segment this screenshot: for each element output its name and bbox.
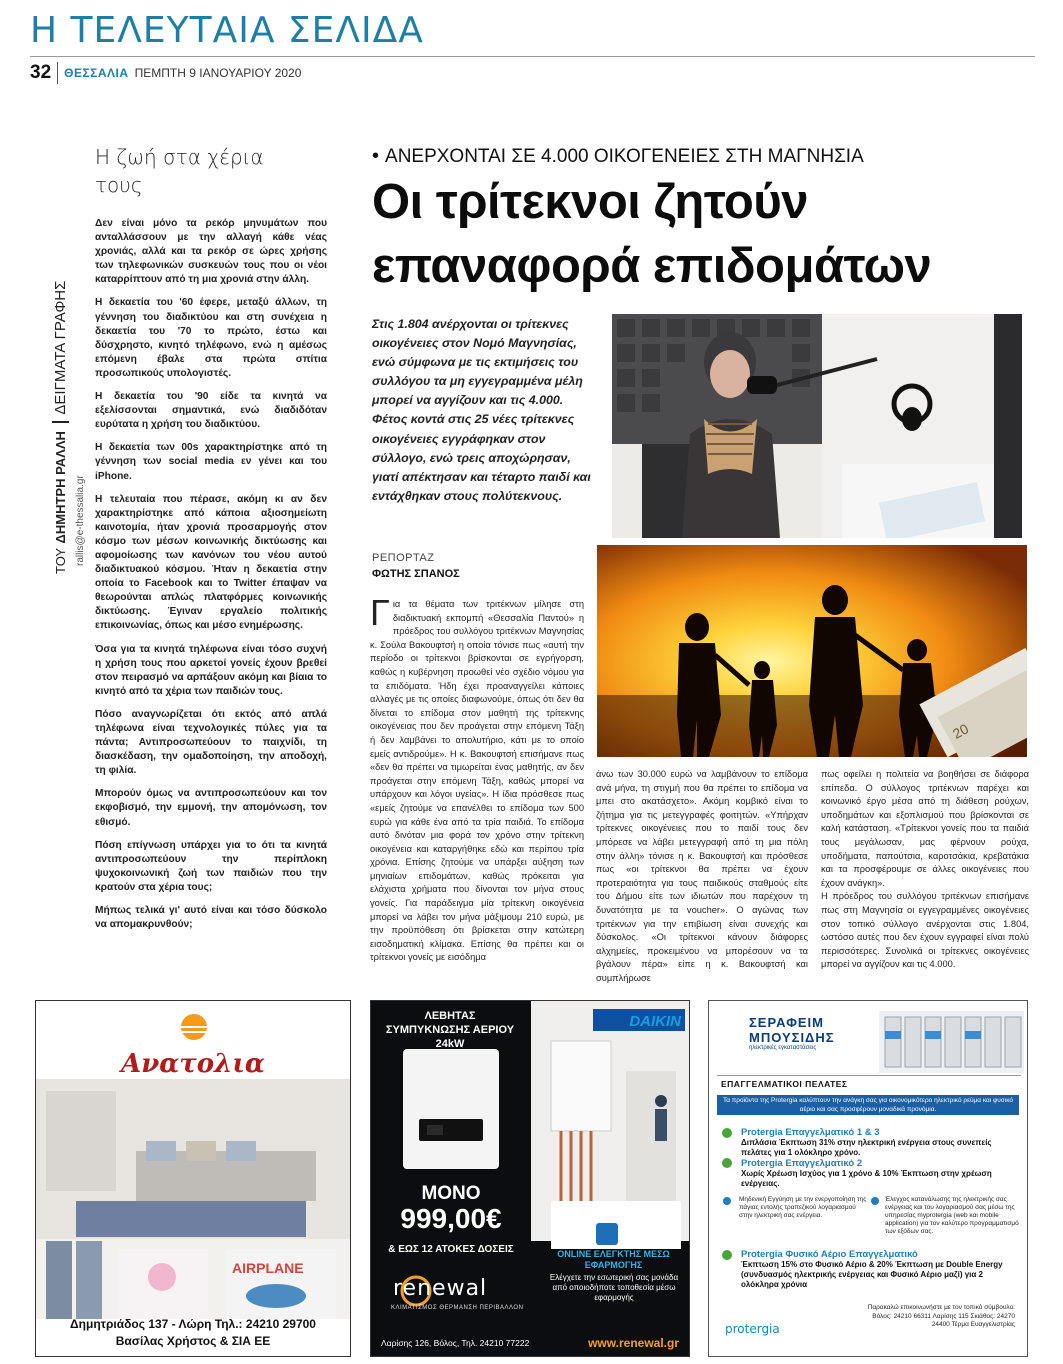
anatolia-contact	[36, 1316, 350, 1350]
column-paragraph: Πόση επίγνωση υπάρχει για το ότι τα κινητά αντιπροσωπεύουν την περίπλοκη ψυχοκοινωνική ζωή των παιδιών που την κρατούν στα χέρια τους;	[95, 839, 327, 893]
section-title: Η ΤΕΛΕΥΤΑΙΑ ΣΕΛΙΔΑ	[30, 10, 424, 51]
renewal-daikin-ad[interactable]	[370, 1000, 690, 1357]
interview-photo	[612, 314, 1022, 538]
page-info	[30, 62, 301, 84]
protergia-logo: protergia	[725, 1322, 780, 1336]
offer-title: Protergia Φυσικό Αέριο Επαγγελματικό	[741, 1249, 918, 1260]
issue-date: ΠΕΜΠΤΗ 9 ΙΑΝΟΥΑΡΙΟΥ 2020	[134, 66, 302, 80]
dropcap: Γ	[370, 592, 390, 633]
logo-line: ΜΠΟΥΣΙΔΗΣ	[749, 1030, 835, 1045]
header-divider	[30, 56, 1035, 57]
anatolia-ad[interactable]	[35, 1000, 351, 1357]
article-kicker	[372, 145, 864, 168]
offer-title: Protergia Επαγγελματικό 1 & 3	[741, 1127, 880, 1138]
serafeim-logo	[749, 1015, 869, 1053]
protergia-footer	[717, 1302, 1019, 1350]
renewal-url[interactable]: www.renewal.gr	[588, 1336, 679, 1350]
article-text: πως οφείλει η πολιτεία να βοηθήσει σε διάφορα επίπεδα. Ο σύλλογος τριτέκνων παρέχει και κοινωνικό έργο μέσα από τη διάθεση ρούχων, υποδημάτων και εξοπλισμού που βρίσκονται σε καλή κατάσταση. «Τρίτεκνοι γονείς που τα παιδιά τους μεγάλωσαν, μας φέρνουν ρούχα, υποδήματα, παπούτσια, καροτσάκια, κρεβατάκια και τα προσφέρουμε σε άλλες οικογένειες που έχουν ανάγκη».	[821, 769, 1029, 888]
column-paragraph: Μήπως τελικά γι' αυτό είναι και τόσο δύσκολο να απομακρυνθούν;	[95, 905, 327, 931]
offer-description: Διπλάσια Έκπτωση 31% στην ηλεκτρική ενέργεια στους συνεπείς πελάτες για 1 ολόκληρο χρόνο.	[741, 1138, 992, 1157]
headline-line: Οι τρίτεκνοι ζητούν	[372, 175, 809, 229]
offer-description: Έκπτωση 15% στο Φυσικό Αέριο & 20% Έκπτωση με Double Energy (συνδυασμός ηλεκτρικής ενέργειας και Φυσικό Αέριο μαζί) για 2 ολόκληρα χρόνια	[741, 1260, 1003, 1289]
column-paragraph: Πόσο αναγνωρίζεται ότι εκτός από απλά τηλέφωνα είναι τεχνολογικές πύλες για τα πάντα; Αντιπροσωπεύουν το παιχνίδι, τη διασκέδαση, την ομαδοποίηση, την αποδοχή, τη φιλία.	[95, 708, 327, 777]
column-paragraph: Η δεκαετία των 00s χαρακτηρίστηκε από τη γέννηση των social media εν γένει και του iPhone.	[95, 442, 327, 482]
column-paragraph: Η δεκαετία του '90 είδε τα κινητά να εξελίσσονται σημαντικά, ενώ διαδιδόταν ευρύτατα η χρήση του διαδικτύου.	[95, 391, 327, 431]
offer-business-1-3	[723, 1127, 1013, 1158]
article-text: ια τα θέματα των τριτέκνων μίλησε στη διαδικτυακή εκπομπή «Θεσσαλία Παντού» η πρόεδρος του συλλόγου τριτέκνων Μαγνησίας κ. Σούλα Βακουφτσή η οποία τόνισε πως «αυτή την περίοδο οι τρίτεκνοι βρίσκονται σε εγρήγορση, καθώς η κυβέρνηση προωθεί νέο σχέδιο νόμου για τα επιδόματα. Ήδη έχει προαναγγείλει κάποιες αλλαγές με τις οποίες διαφωνούμε, όπως ότι δεν θα δίνεται το επίδομα στον μαθητή της τρίτεκνης οικογένειας που δεν προάγεται στην επόμενη Τάξη ή δεν λαμβάνει το απολυτήριο, κάτι με το οποίο εμείς αντιδρούμε». Η κ. Βακουφτσή επισήμανε πως «δεν θα πρέπει να τιμωρείται ένας μαθητής, αν δεν προάγεται στην επόμενη Τάξη, καθώς μπορεί να υπάρχουν και λόγοι υγείας». Η ίδια πρόσθεσε πως «εμείς ζητούμε να επανέλθει το επίδομα των 500 ευρώ για κάθε ένα από τα τρία παιδιά. Το επίδομα αυτό δινόταν μια φορά τον χρόνο στην τρίτεκνη οικογένεια και καταργήθηκε εδώ και περίπου τρία χρόνια. Επίσης ζητούμε να υπάρξει αύξηση των μηνιαίων επιδομάτων, καθώς πρόκειται για ελάχιστα χρήματα που δίνονται τον μήνα στους γονείς. Για παράδειγμα μία τρίτεκνη οικογένεια μπορεί να λάβει τον μήνα μάξιμουμ 210 ευρώ, με την προϋπόθεση ότι βρίσκεται στην κατώτερη εισοδηματική κλίμακα. Επίσης θα πρέπει και οι τρίτεκνοι γονείς με εισόδημα	[370, 599, 584, 963]
consumption-control-note: Έλεγχος κατανάλωσης της ηλεκτρικής σας ενέργειας και του λογαριασμού σας μέσω της υπηρεσίας myprotergia (web και mobile application) για τον καλύτερο προγραμματισμό των εξόδων σας.	[885, 1196, 1019, 1235]
bullet-icon: •	[372, 145, 380, 167]
protergia-intro-band: Τα προϊόντα της Protergia καλύπτουν την ανάγκη σας για οικονομικότερο ηλεκτρικό ρεύμα και φυσικό αέριο και σας προσφέρουν μοναδικά προνόμια.	[717, 1095, 1019, 1115]
online-controller-title: ONLINE ΕΛΕΓΚΤΗΣ ΜΕΣΩ ΕΦΑΡΜΟΓΗΣ	[557, 1249, 670, 1270]
column-name: ΔΕΙΓΜΑΤΑ ΓΡΑΦΗΣ	[52, 281, 69, 423]
offer-description: Χωρίς Χρέωση Ισχύος για 1 χρόνο & 10% Έκπτωση στην χρέωση ενέργειας.	[741, 1169, 992, 1188]
article-column-3	[821, 768, 1029, 972]
renewal-tagline: ΚΛΙΜΑΤΙΣΜΟΣ ΘΕΡΜΑΝΣΗ ΠΕΡΙΒΑΛΛΟΝ	[391, 1305, 524, 1311]
column-paragraph: Όσα για τα κινητά τηλέφωνα είναι τόσο συχνή η χρήση τους που αρκετοί γονείς έχουν βρεθεί στον πειρασμό να αρπάξουν ακόμη και βίαια το κινητό από τα χέρια των παιδιών τους.	[95, 643, 327, 697]
price-value: 999,00€	[400, 1203, 502, 1234]
kicker-text: ΑΝΕΡΧΟΝΤΑΙ ΣΕ 4.000 ΟΙΚΟΓΕΝΕΙΕΣ ΣΤΗ ΜΑΓΝΗΣΙΑ	[385, 146, 864, 167]
renewal-logo: renewal	[393, 1276, 488, 1301]
newspaper-brand: ΘΕΣΣΑΛΙΑ	[64, 66, 129, 80]
column-byline	[52, 214, 86, 574]
logo-subtitle: ηλεκτρικές εγκαταστάσεις	[749, 1045, 817, 1051]
svg-text:20: 20	[949, 720, 972, 742]
installment-terms: & ΕΩΣ 12 ΑΤΟΚΕΣ ΔΟΣΕΙΣ	[388, 1244, 514, 1255]
offer-business-2	[723, 1158, 1013, 1189]
author-email: rallis@e-thessalia.gr	[75, 475, 86, 566]
anatolia-address: Δημητριάδος 137 - Λώρη Τηλ.: 24210 29700	[70, 1317, 316, 1331]
article-headline	[372, 170, 1032, 298]
page-number: 32	[30, 62, 58, 84]
column-title: Η ζωή στα χέρια τους	[95, 145, 264, 197]
byline-label: ΤΟΥ	[53, 547, 68, 574]
reporter-name: ΦΩΤΗΣ ΣΠΑΝΟΣ	[372, 568, 460, 580]
offer-natural-gas	[723, 1249, 1013, 1290]
zero-guarantee-note: Μηδενική Εγγύηση με την ενεργοποίηση της πάγιας εντολής τραπεζικού λογαριασμού στην ηλεκτρική σας ενέργεια.	[739, 1196, 867, 1219]
renewal-address: Λαρίσης 126, Βόλος, Τηλ. 24210 77222	[381, 1338, 530, 1348]
renewal-footer	[371, 1336, 689, 1350]
svg-text:AIRPLANE: AIRPLANE	[232, 1260, 304, 1276]
headline-line: επαναφορά επιδομάτων	[372, 239, 932, 293]
protergia-ad[interactable]	[708, 1000, 1028, 1357]
family-silhouette-photo	[597, 545, 1027, 757]
price-label: ΜΟΝΟ	[421, 1183, 481, 1204]
column-paragraph: Η τελευταία που πέρασε, ακόμη κι αν δεν χαρακτηρίστηκε από κάποια αξιοσημείωτη καινοτομία, ήταν χρονιά προσαρμογής στον κόσμο των μέσων κοινωνικής δικτύωσης και αφομοίωσης των κανόνων του νέου αυτού διαδικτυακού κόσμου. Ήταν η δεκαετία στην οποία το Facebook και το Twitter έπαψαν να θεωρούνται απλώς πλατφόρμες κοινωνικής δικτύωσης. Έγιναν εργαλείο πολιτικής επικοινωνίας, όπως και μέσο ενημέρωσης.	[95, 493, 327, 632]
boiler-heading: ΛΕΒΗΤΑΣ ΣΥΜΠΥΚΝΩΣΗΣ ΑΕΡΙΟΥ 24kW	[385, 1010, 515, 1050]
article-column-1	[370, 592, 584, 965]
article-lead: Στις 1.804 ανέρχονται οι τρίτεκνες οικογένειες στον Νομό Μαγνησίας, ενώ σύμφωνα με τις εκτιμήσεις του συλλόγου τα μη εγγεγραμμένα μέλη μπορεί να αγγίζουν και τις 4.000. Φέτος κοντά στις 25 νέες τρίτεκνες οικογένειες εγγράφηκαν στον σύλλογο, ενώ τρεις αποχώρησαν, γιατί απέκτησαν και τέταρτο παιδί και εντάχθηκαν στους πολύτεκνους.	[372, 317, 591, 503]
article-column-2	[596, 768, 808, 986]
logo-line: ΣΕΡΑΦΕΙΜ	[749, 1015, 824, 1030]
daikin-logo: DAIKIN	[629, 1013, 681, 1030]
professional-clients-label: ΕΠΑΓΓΕΛΜΑΤΙΚΟΙ ΠΕΛΑΤΕΣ	[721, 1079, 848, 1089]
rubric-label: ΡΕΠΟΡΤΑΖ	[372, 552, 435, 564]
online-controller-text: Ελέγχετε την εσωτερική σας μονάδα από οποιοδήποτε τοποθεσία μέσω εφαρμογής	[549, 1273, 679, 1302]
article-text: Η πρόεδρος του συλλόγου τριτέκνων επισήμανε πως στη Μαγνησία οι εγγεγραμμένες οικογένειες στον τοπικό σύλλογο ανέρχονται στις 1.804, ωστόσο αυτές που δεν έχουν εγγραφεί είναι πολύ περισσότερες. Συνολικά οι τρίτεκνες οικογένειες μπορεί να αγγίζουν και τις 4.000.	[821, 891, 1029, 970]
anatolia-company: Βασίλας Χρήστος & ΣΙΑ ΕΕ	[115, 1334, 271, 1348]
offer-title: Protergia Επαγγελματικό 2	[741, 1158, 863, 1169]
article-text: άνω των 30.000 ευρώ να λαμβάνουν το επίδομα ανά μήνα, τη στιγμή που θα πρέπει το επίδομα να μπει στο ακατάσχετο». Ακόμη κομβικό είναι το ζήτημα για τις μετεγγραφές φοιτητών. «Υπήρχαν τρίτεκνες οικογένειες που το παιδί τους δεν μπόρεσε να λάβει μετεγγραφή από τη μια πόλη στην άλλη» τόνισε η κ. Βακουφτσή και πρόσθεσε πως «οι τρίτεκνοι θα πρέπει να έχουν προτεραιότητα για τους παιδικούς σταθμούς είτε του Δήμου είτε των ιδιωτών που παρέχουν τη δυνατότητα με τα voucher». Ο αγώνας των τριτέκνων για την επιβίωση είναι συνεχής και δύσκολος. «Οι τρίτεκνοι κάνουν διάφορες αλχημείες, προκειμένου να μπορέσουν να τα βγάλουν πέρα» είπε η κ. Βακουφτσή και συμπλήρωσε	[596, 769, 808, 983]
anatolia-logo: Ανατολια	[121, 1049, 265, 1079]
column-author: ΔΗΜΗΤΡΗ ΡΑΛΛΗ	[53, 431, 68, 544]
column-paragraph: Η δεκαετία του '60 έφερε, μεταξύ άλλων, τη γέννηση του διαδικτύου και στη συνέχεια η δεκαετία του '70 το πρώτο, έστω και δύσχρηστο, κινητό τηλέφωνο, ενώ η αμέσως επόμενη έβαλε στα πρώτα σπίτια προσωπικούς υπολογιστές.	[95, 297, 327, 379]
local-advisor-contact: Παρακαλώ επικοινωνήστε με τον τοπικό σύμβουλο: Βόλος: 24210 66311 Λαρίσης 115 Σκιάθος: 24270 24400 Τέρμα Ευαγγελιστρίας	[867, 1304, 1015, 1328]
column-paragraph: Μπορούν όμως να αντιπροσωπεύουν και τον εκφοβισμό, την εμμονή, την απομόνωση, τον εθισμό.	[95, 788, 327, 828]
column-body	[95, 217, 327, 941]
column-paragraph: Δεν είναι μόνο τα ρεκόρ μηνυμάτων που ανταλλάσσουν με την αλλαγή κάθε νέας χρονιάς, αλλά και τα ρεκόρ σε ώρες χρήσης των τηλεφωνικών συσκευών τους που οι νέοι καταρρίπτουν από τη μια χρονιά στην άλλη.	[95, 218, 327, 286]
